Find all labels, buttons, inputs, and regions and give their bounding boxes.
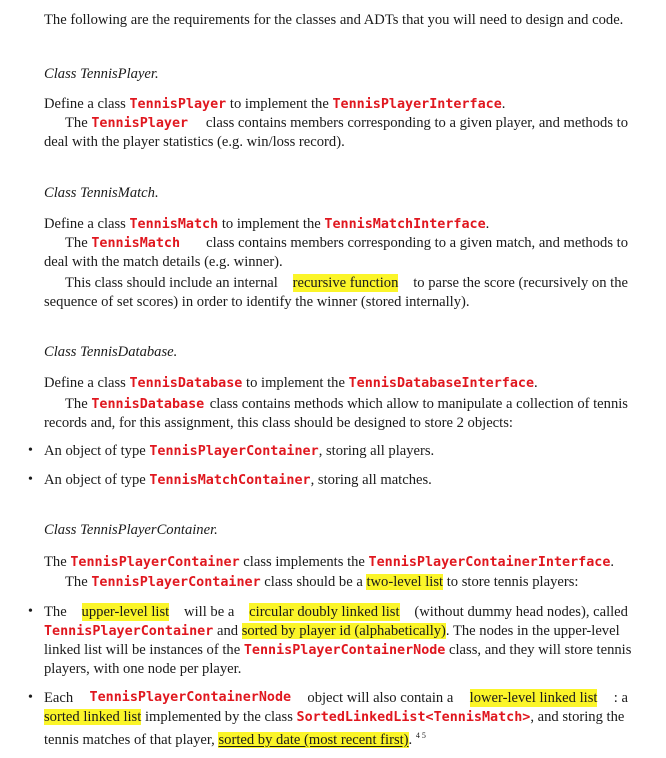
bullet-icon: • [28,472,33,487]
container-upper-list-line3: linked list will be instances of the TennisPlayerContainerNode class, and they will store tennis [44,642,632,658]
bullet-icon: • [28,443,33,458]
container-lower-list-line1: Each TennisPlayerContainerNode object will also contain a lower-level linked list : a [44,690,628,706]
highlight-upper-level-list: upper-level list [81,604,170,620]
highlight-sorted-by-date: sorted by date (most recent first) [218,731,409,748]
highlight-sorted-linked-list: sorted linked list [44,709,142,725]
database-bullet-player-container: An object of type TennisPlayerContainer, storing all players. [44,443,435,459]
heading-tennis-player-container: Class TennisPlayerContainer. [44,522,218,538]
highlight-lower-level-linked-list: lower-level linked list [469,690,598,706]
match-desc-line2: deal with the match details (e.g. winner). [44,254,283,270]
highlight-circular-doubly-linked-list: circular doubly linked list [249,604,400,620]
container-implements-line: The TennisPlayerContainer class implements the TennisPlayerContainerInterface. [44,554,615,570]
container-upper-list-line1: The upper-level list will be a circular doubly linked list (without dummy head nodes), called [44,604,628,620]
container-upper-list-line2: TennisPlayerContainer and sorted by player id (alphabetically). The nodes in the upper-level [44,623,620,639]
match-desc-line1: The TennisMatch class contains members corresponding to a given match, and methods to [65,235,628,251]
heading-tennis-database: Class TennisDatabase. [44,344,178,360]
highlight-recursive-function: recursive function [292,275,399,291]
database-desc-line1: The TennisDatabase class contains methods which allow to manipulate a collection of tennis [65,396,628,412]
footnote-markers: 4 5 [415,731,426,740]
bullet-icon: • [28,604,33,619]
match-define-line: Define a class TennisMatch to implement the TennisMatchInterface. [44,216,490,232]
database-define-line: Define a class TennisDatabase to implement the TennisDatabaseInterface. [44,375,538,391]
intro-text: The following are the requirements for the classes and ADTs that you will need to design and code. [44,12,624,28]
database-desc-line2: records and, for this assignment, this class should be designed to store 2 objects: [44,415,513,431]
player-desc-line2: deal with the player statistics (e.g. win/loss record). [44,134,345,150]
highlight-sorted-by-player-id: sorted by player id (alphabetically) [241,623,446,639]
heading-tennis-match: Class TennisMatch. [44,185,159,201]
database-bullet-match-container: An object of type TennisMatchContainer, storing all matches. [44,472,432,488]
container-upper-list-line4: players, with one node per player. [44,661,242,677]
heading-tennis-player: Class TennisPlayer. [44,66,159,82]
match-recursion-line2: sequence of set scores) in order to identify the winner (stored internally). [44,294,470,310]
player-desc-line1: The TennisPlayer class contains members corresponding to a given player, and methods to [65,115,628,131]
bullet-icon: • [28,690,33,705]
container-lower-list-line2: sorted linked list implemented by the class SortedLinkedList<TennisMatch>, and storing the [44,709,625,725]
container-two-level-line: The TennisPlayerContainer class should be a two-level list to store tennis players: [65,574,579,590]
container-lower-list-line3: tennis matches of that player, sorted by date (most recent first). $^{4 5}$ [44,731,426,748]
player-define-line: Define a class TennisPlayer to implement the TennisPlayerInterface. [44,96,506,112]
highlight-two-level-list: two-level list [366,574,444,590]
match-recursion-line1: This class should include an internal recursive function to parse the score (recursively on the [65,275,628,291]
